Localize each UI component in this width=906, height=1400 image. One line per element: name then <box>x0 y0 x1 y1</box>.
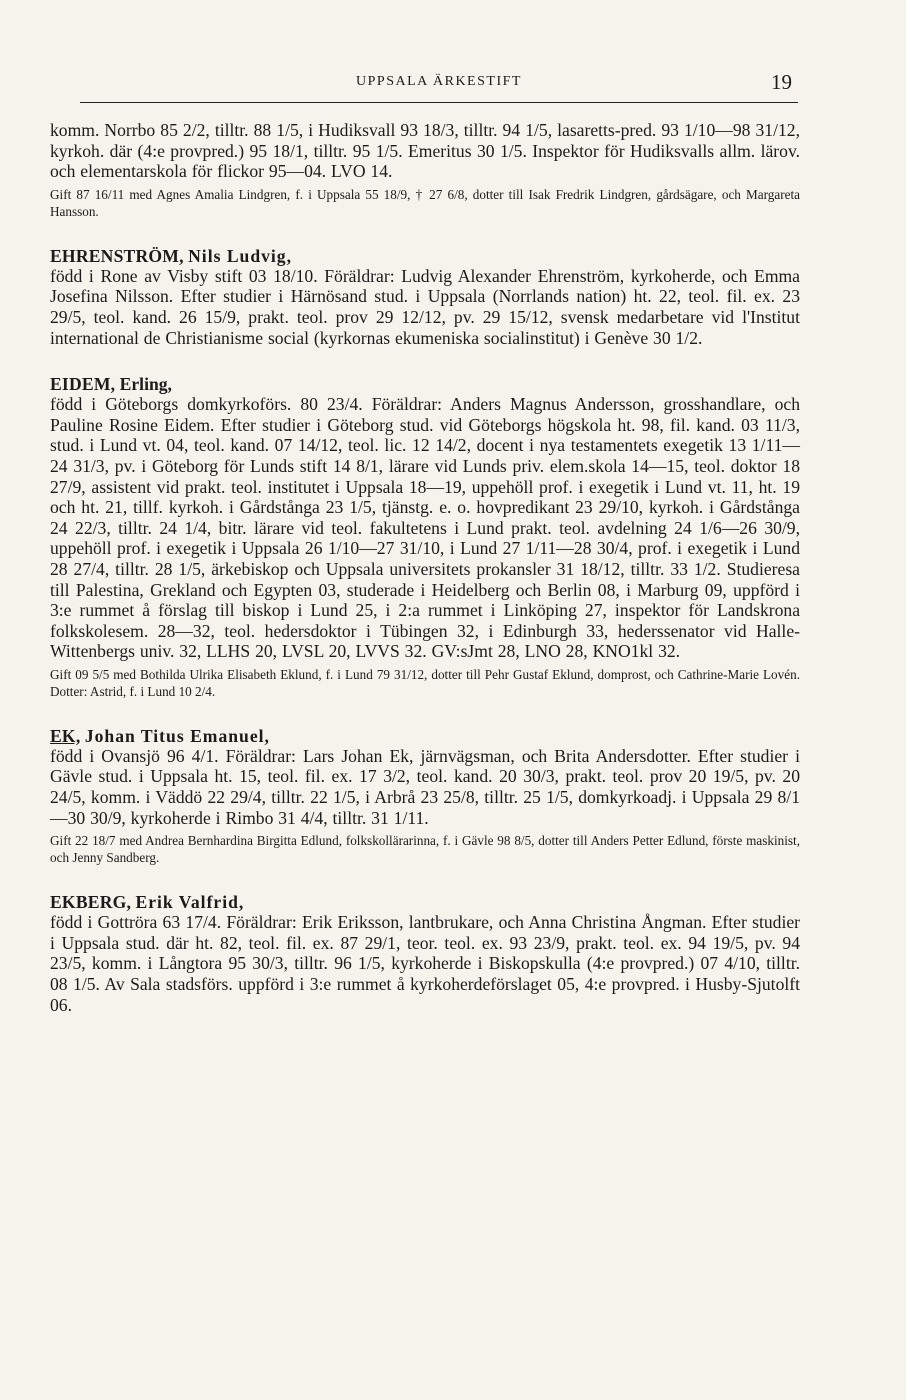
entry-surname: EHRENSTRÖM, <box>50 245 184 266</box>
entry-surname: EIDEM, <box>50 374 116 395</box>
entry-surname: EKBERG, <box>50 892 132 913</box>
running-title: UPPSALA ÄRKESTIFT <box>356 74 522 89</box>
entry-given-names: Erling, <box>119 374 172 395</box>
entry-continuation <box>50 120 800 220</box>
entry-heading <box>50 374 800 394</box>
entry-given-names: Johan Titus Emanuel, <box>84 725 270 746</box>
entry-text: född i Rone av Visby stift 03 18/10. Föräldrar: Ludvig Alexander Ehrenström, kyrkoherde, och Emma Josefina Nilsson. Efter studier i Härnösand stud. i Uppsala (Norrlands nation) ht. 22, teol. fil. ex. 23 29/5, teol. kand. 26 15/9, prakt. teol. prov 29 12/12, pv. 29 15/12, svensk medarbetare vid l'Institut international de Christianisme social (kyrkornas ekumeniska socialinstitut) i Genève 30 1/2. <box>50 265 800 348</box>
page-header <box>80 68 798 103</box>
page-number: 19 <box>771 70 792 94</box>
entry-ek <box>50 726 800 866</box>
entry-text: född i Ovansjö 96 4/1. Föräldrar: Lars Johan Ek, järnvägsman, och Brita Andersdotter. Efter studier i Gävle stud. i Uppsala ht. 15, teol. fil. ex. 17 3/2, teol. kand. 20 30/3, prakt. teol. prov 20 19/5, pv. 20 24/5, komm. i Väddö 22 29/4, tilltr. 22 1/5, i Arbrå 23 25/8, tilltr. 25 1/5, domkyrkoadj. i Uppsala 29 8/1—30 30/9, kyrkoherde i Rimbo 31 4/4, tilltr. 31 1/11. <box>50 745 800 828</box>
entry-text: född i Göteborgs domkyrkoförs. 80 23/4. Föräldrar: Anders Magnus Andersson, grosshandlare, och Pauline Rosine Eidem. Efter studier i Göteborg stud. vid Göteborgs högskola ht. 98, fil. kand. 03 11/3, stud. i Lund vt. 04, teol. kand. 07 14/12, teol. lic. 12 14/2, docent i nya testamentets exegetik 13 1/11—24 31/3, pv. i Göteborg för Lunds stift 14 8/1, lärare vid Lunds priv. elem.skola 14—15, teol. doktor 18 27/9, assistent vid prakt. teol. institutet i Uppsala 18—19, uppehöll prof. i exegetik i Lund vt. 11, ht. 19 och ht. 21, tillf. kyrkoh. i Gårdstånga 23 1/5, tjänstg. e. o. hovpredikant 23 29/10, kyrkoh. i Gårdstånga 24 22/3, tilltr. 24 1/4, bitr. lärare vid teol. fakultetens i Lund prakt. teol. avdelning 24 1/6—26 30/9, uppehöll prof. i exegetik i Uppsala 26 1/10—27 31/10, i Lund 27 1/11—28 30/4, prof. i exegetik i Lund 28 27/4, tilltr. 28 1/5, ärkebiskop och Uppsala universitets prokansler 31 18/12, tilltr. 33 1/2. Studieresa till Palestina, Grekland och Egypten 03, studerade i Heidelberg och Berlin 08, i Marburg 09, uppförd i 3:e rummet å förslag till biskop i Lund 25, i 2:a rummet i Linköping 27, inspektor för Landskrona folkskolesem. 28—32, teol. hedersdoktor i Tübingen 32, i Edinburgh 33, hederssenator vid Halle-Wittenbergs univ. 32, LLHS 20, LVSL 20, LVVS 32. GV:sJmt 28, LNO 28, KNO1kl 32. <box>50 394 800 662</box>
entry-surname: EK, <box>50 725 81 746</box>
entry-ekberg <box>50 892 800 1015</box>
entry-given-names: Erik Valfrid, <box>135 892 245 913</box>
entry-given-names: Nils Ludvig, <box>188 245 293 266</box>
entry-text: född i Gottröra 63 17/4. Föräldrar: Erik Eriksson, lantbrukare, och Anna Christina Ångman. Efter studier i Uppsala stud. där ht. 82, teol. fil. ex. 87 29/1, teor. teol. ex. 93 23/9, prakt. teol. ex. 94 19/5, pv. 94 23/5, komm. i Långtora 95 30/3, tilltr. 96 1/5, kyrkoherde i Biskopskulla (4:e provpred.) 07 4/10, tilltr. 08 1/5. Av Sala stadsförs. uppförd i 3:e rummet å kyrkoherdeförslaget 05, 4:e provpred. i Husby-Sjutolft 06. <box>50 912 800 1015</box>
entry-heading <box>50 726 800 746</box>
entry-text: komm. Norrbo 85 2/2, tilltr. 88 1/5, i Hudiksvall 93 18/3, tilltr. 94 1/5, lasaretts-pred. 93 1/10—98 31/12, kyrkoh. där (4:e provpred.) 95 18/1, tilltr. 95 1/5. Emeritus 30 1/5. Inspektor för Hudiksvalls allm. lärov. och elementarskola för flickor 95—04. LVO 14. <box>50 120 800 182</box>
entry-note: Gift 87 16/11 med Agnes Amalia Lindgren, f. i Uppsala 55 18/9, † 27 6/8, dotter till Isak Fredrik Lindgren, gårdsägare, och Margareta Hansson. <box>50 186 800 219</box>
entry-note: Gift 22 18/7 med Andrea Bernhardina Birgitta Edlund, folkskollärarinna, f. i Gävle 98 8/5, dotter till Anders Petter Edlund, förste maskinist, och Jenny Sandberg. <box>50 833 800 866</box>
entry-note: Gift 09 5/5 med Bothilda Ulrika Elisabeth Eklund, f. i Lund 79 31/12, dotter till Pehr Gustaf Eklund, domprost, och Cathrine-Marie Lovén. Dotter: Astrid, f. i Lund 10 2/4. <box>50 666 800 699</box>
entry-eidem <box>50 374 800 700</box>
page-content <box>50 120 800 1015</box>
entry-heading <box>50 892 800 912</box>
entry-heading <box>50 246 800 266</box>
entry-ehrenstrom <box>50 246 800 348</box>
